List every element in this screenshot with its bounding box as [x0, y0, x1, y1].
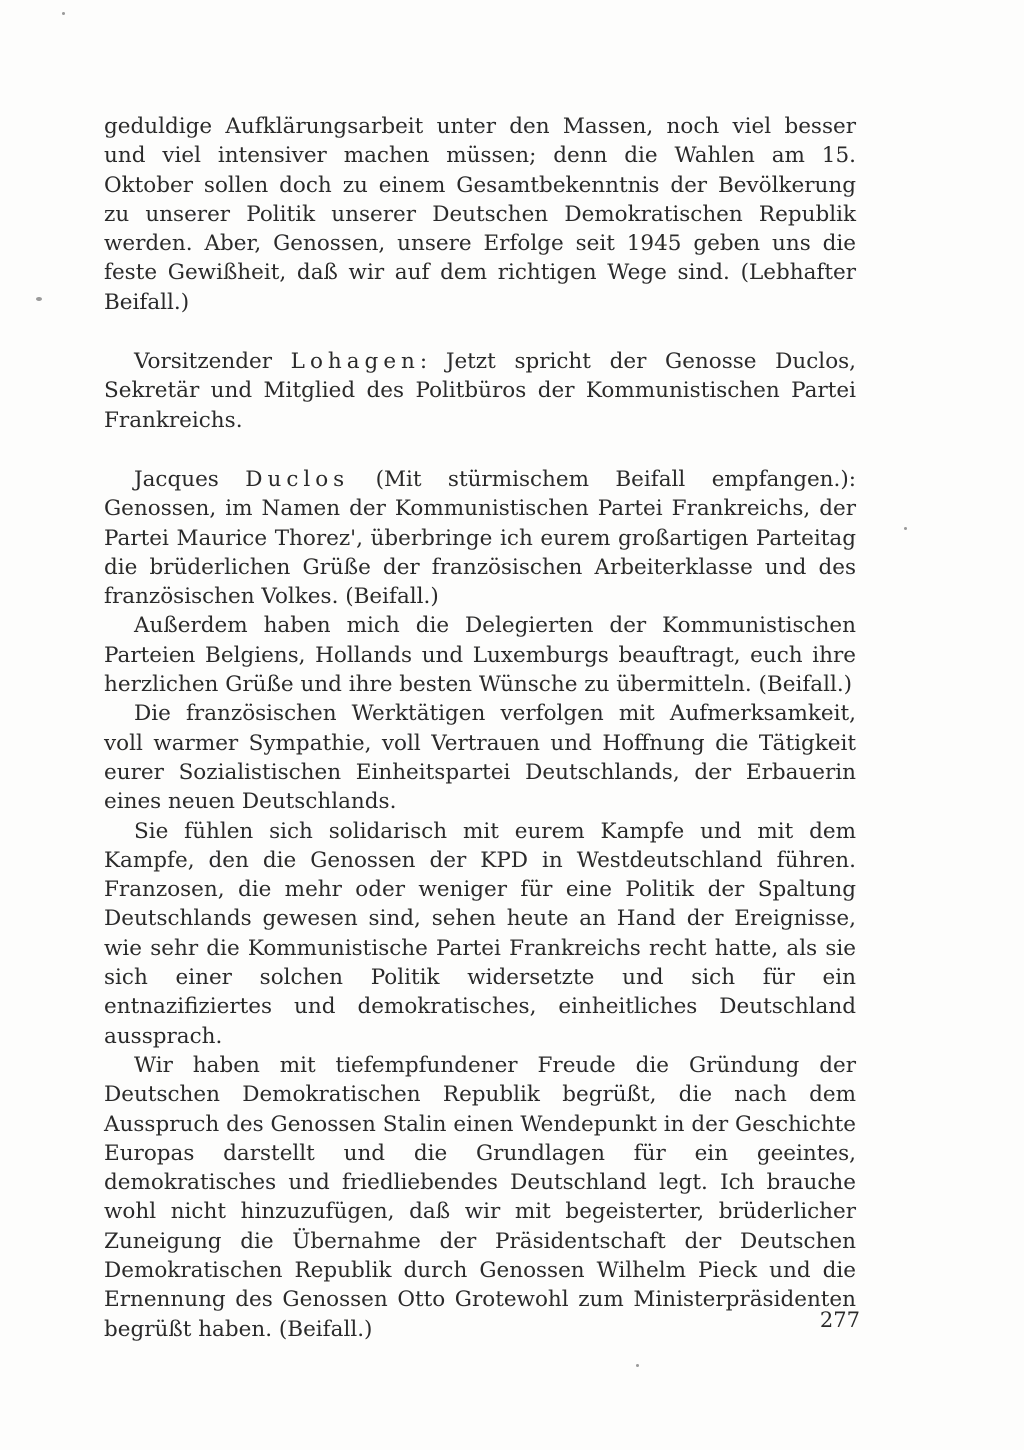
page-number: 277: [819, 1308, 860, 1332]
paragraph-gdr-founding: Wir haben mit tiefempfundener Freude die Gründung der Deutschen Demokratischen Republik begrüßt, die nach dem Ausspruch des Genossen Stalin einen Wendepunkt in der Geschichte Europas darstellt und die Grundlagen für ein geeintes, demokratisches und friedliebendes Deutschland legt. Ich brauche wohl nicht hinzuzufügen, daß wir mit begeisterter, brüderlicher Zuneigung die Übernahme der Präsidentschaft der Deutschen Demokratischen Republik durch Genossen Wilhelm Pieck und die Ernennung des Genossen Otto Grotewohl zum Ministerpräsidenten begrüßt haben. (Beifall.): [104, 1052, 856, 1342]
scan-speck: [636, 1364, 639, 1367]
paragraph-chair-announcement: [104, 347, 856, 435]
chair-title: Vorsitzender: [134, 349, 291, 375]
speaker-first-name: Jacques: [134, 466, 246, 492]
scan-speck: [36, 297, 42, 301]
speaker-name-duclos: Duclos: [245, 466, 350, 492]
speaker-name-lohagen: Lohagen: [290, 349, 420, 375]
paragraph-continuation: geduldige Aufklärungsarbeit unter den Massen, noch viel besser und viel intensiver machen müssen; denn die Wahlen am 15. Oktober sollen doch zu einem Gesamtbekenntnis der Bevölkerung zu unserer Politik unserer Deutschen Demokratischen Republik werden. Aber, Genossen, unsere Erfolge seit 1945 geben uns die feste Gewißheit, daß wir auf dem richtigen Wege sind. (Lebhafter Beifall.): [104, 114, 856, 315]
paragraph-delegates: Außerdem haben mich die Delegierten der Kommunistischen Parteien Belgiens, Hollands und Luxemburgs beauftragt, euch ihre herzlichen Grüße und ihre besten Wünsche zu übermitteln. (Beifall.): [104, 613, 856, 698]
announcement-text: : Jetzt spricht der Genosse Duclos, Sekretär und Mitglied des Politbüros der Kommunistischen Partei Frankreichs.: [104, 349, 856, 433]
paragraph-duclos-opening: [104, 465, 856, 611]
paragraph-gap: [104, 317, 856, 347]
paragraph-gap: [104, 435, 856, 465]
paragraph-french-workers: Die französischen Werktätigen verfolgen mit Aufmerksamkeit, voll warmer Sympathie, voll Vertrauen und Hoffnung die Tätigkeit eurer Sozialistischen Einheitspartei Deutschlands, der Erbauerin eines neuen Deutschlands.: [104, 701, 856, 815]
scan-speck: [62, 12, 65, 15]
paragraph-solidarity: Sie fühlen sich solidarisch mit eurem Kampfe und mit dem Kampfe, den die Genossen der KPD in Westdeutschland führen. Franzosen, die mehr oder weniger für eine Politik der Spaltung Deutschlands gewesen sind, sehen heute an Hand der Ereignisse, wie sehr die Kommunistische Partei Frankreichs recht hatte, als sie sich einer solchen Politik widersetzte und sich für ein entnazifiziertes und demokratisches, einheitliches Deutschland aussprach.: [104, 818, 856, 1049]
opening-text: (Mit stürmischem Beifall empfangen.): Genossen, im Namen der Kommunistischen Partei Frankreichs, der Partei Maurice Thorez', überbringe ich eurem großartigen Parteitag die brüderlichen Grüße der französischen Arbeiterklasse und des französischen Volkes. (Beifall.): [104, 466, 856, 610]
scan-speck: [904, 527, 907, 530]
body-text: [104, 112, 856, 1344]
